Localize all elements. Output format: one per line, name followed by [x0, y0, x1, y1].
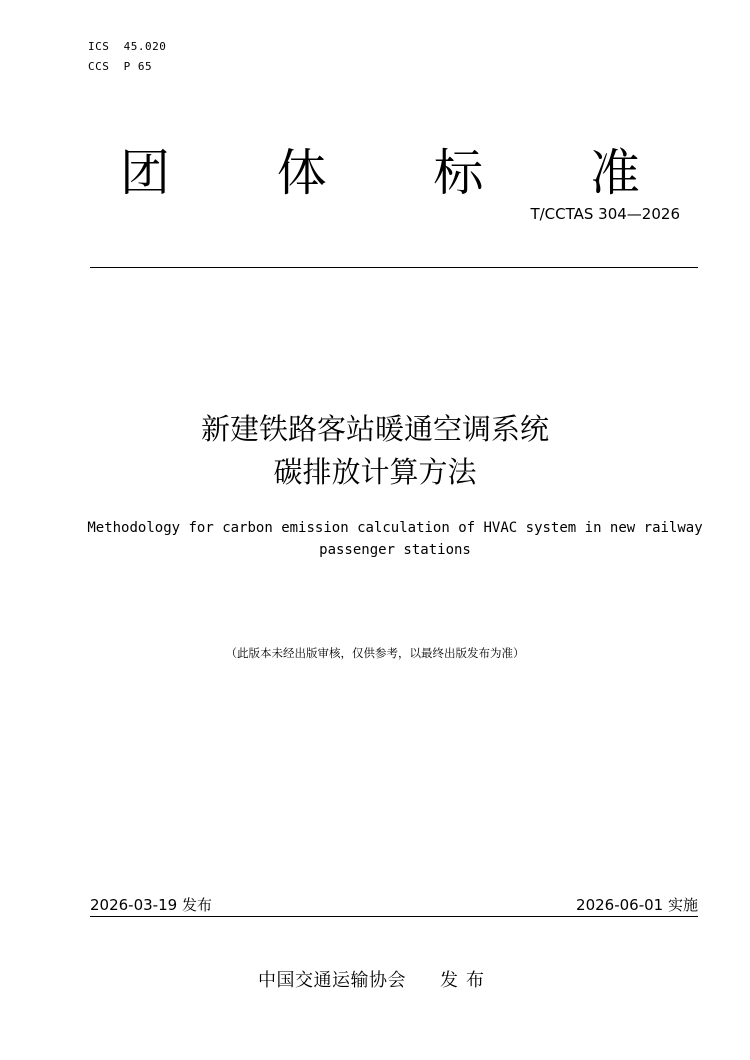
bottom-divider	[90, 916, 698, 917]
ccs-code: CCS P 65	[88, 60, 153, 73]
publisher-line	[0, 967, 750, 995]
standard-number: T/CCTAS 304—2026	[530, 205, 680, 223]
top-divider	[90, 267, 698, 268]
implementation-date: 2026-06-01 实施	[576, 896, 698, 914]
issue-date: 2026-03-19 发布	[90, 896, 212, 914]
chinese-title-line-1: 新建铁路客站暖通空调系统	[200, 412, 549, 446]
draft-notice: （此版本未经出版审核，仅供参考，以最终出版发布为准）	[225, 646, 525, 660]
classification-codes	[88, 37, 166, 77]
ics-code: ICS 45.020	[88, 40, 167, 53]
heading-char-3: 标	[433, 144, 484, 202]
heading-char-1: 团	[120, 144, 170, 202]
english-title-line-1: Methodology for carbon emission calculation of HVAC system in new railway	[87, 520, 703, 536]
publisher-action: 发布	[440, 970, 492, 991]
chinese-title-line-2: 碳排放计算方法	[273, 455, 477, 489]
publisher-organization: 中国交通运输协会	[258, 970, 406, 991]
standard-type-heading	[120, 138, 640, 208]
heading-char-2: 体	[276, 144, 327, 202]
heading-char-4: 准	[589, 144, 640, 202]
english-title-line-2: passenger stations	[319, 542, 471, 558]
